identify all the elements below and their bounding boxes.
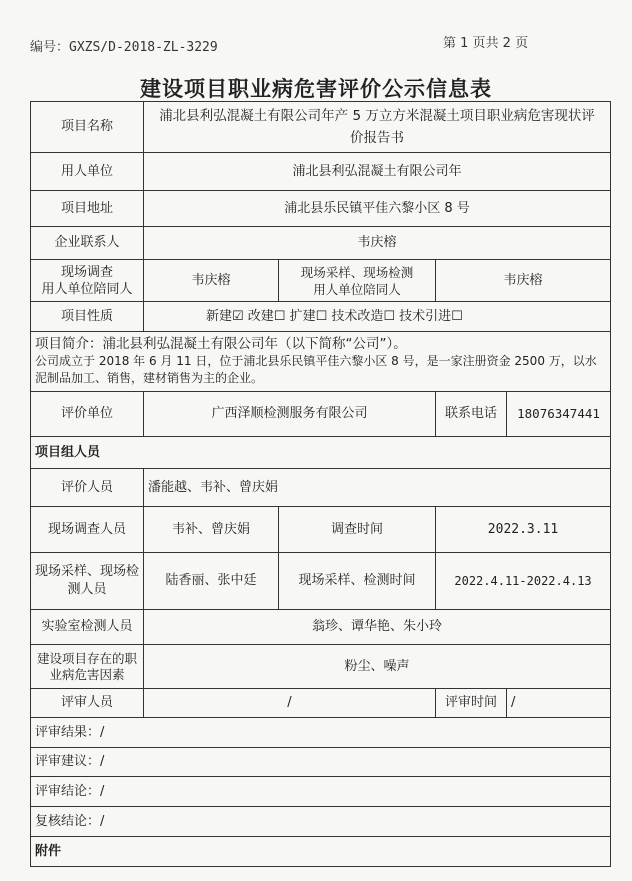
recheck-conclusion: 复核结论：/	[31, 807, 611, 837]
row-attachment	[31, 837, 611, 867]
reviewer-label: 评审人员	[31, 689, 144, 718]
row-review-conclusion	[31, 777, 611, 807]
evaluators-value: 潘能越、韦补、曾庆娟	[144, 469, 611, 507]
phone-value: 18076347441	[507, 392, 611, 437]
review-time-value: /	[507, 689, 611, 718]
eval-unit-value: 广西泽顺检测服务有限公司	[144, 392, 436, 437]
sampling-time-value: 2022.4.11-2022.4.13	[436, 553, 611, 610]
row-team	[31, 437, 611, 469]
review-conclusion: 评审结论：/	[31, 777, 611, 807]
intro-line1: 项目简介：浦北县利弘混凝土有限公司年（以下简称“公司”）。	[35, 336, 407, 352]
row-intro	[31, 332, 611, 392]
doc-number: 编号：GXZS/D-2018-ZL-3229	[30, 40, 218, 55]
page-info: 第 1 页共 2 页	[443, 36, 529, 51]
row-sampling-staff	[31, 553, 611, 610]
project-name-label: 项目名称	[31, 102, 144, 153]
evaluators-label: 评价人员	[31, 469, 144, 507]
lab-staff-value: 翁珍、谭华艳、朱小玲	[144, 610, 611, 645]
row-employer	[31, 153, 611, 191]
info-table	[30, 101, 611, 867]
employer-value: 浦北县利弘混凝土有限公司年	[144, 153, 611, 191]
contact-label: 企业联系人	[31, 227, 144, 260]
survey-time-value: 2022.3.11	[436, 507, 611, 553]
survey-staff-label: 现场调查人员	[31, 507, 144, 553]
row-survey-staff	[31, 507, 611, 553]
team-label: 项目组人员	[31, 437, 611, 469]
row-escort	[31, 260, 611, 302]
survey-escort-value: 韦庆榕	[144, 260, 279, 302]
page-title: 建设项目职业病危害评价公示信息表	[140, 77, 492, 101]
review-advice: 评审建议：/	[31, 748, 611, 777]
row-hazard	[31, 645, 611, 689]
row-recheck-conclusion	[31, 807, 611, 837]
nature-label: 项目性质	[31, 302, 144, 332]
row-evaluators	[31, 469, 611, 507]
row-contact	[31, 227, 611, 260]
sampling-time-label: 现场采样、检测时间	[279, 553, 436, 610]
row-review-result	[31, 718, 611, 748]
row-project-name	[31, 102, 611, 153]
row-lab-staff	[31, 610, 611, 645]
phone-label: 联系电话	[436, 392, 507, 437]
review-result: 评审结果：/	[31, 718, 611, 748]
intro-line2: 公司成立于 2018 年 6 月 11 日，位于浦北县乐民镇平佳六黎小区 8 号，是一家注册资金 2500 万，以水泥制品加工、销售，建材销售为主的企业。	[35, 354, 597, 385]
employer-label: 用人单位	[31, 153, 144, 191]
survey-time-label: 调查时间	[279, 507, 436, 553]
sampling-escort-value: 韦庆榕	[436, 260, 611, 302]
survey-staff-value: 韦补、曾庆娟	[144, 507, 279, 553]
sampling-escort-label: 现场采样、现场检测 用人单位陪同人	[279, 260, 436, 302]
hazard-value: 粉尘、噪声	[144, 645, 611, 689]
sampling-staff-label: 现场采样、现场检测人员	[31, 553, 144, 610]
sampling-staff-value: 陆香丽、张中廷	[144, 553, 279, 610]
row-reviewer	[31, 689, 611, 718]
eval-unit-label: 评价单位	[31, 392, 144, 437]
row-address	[31, 191, 611, 227]
survey-escort-label: 现场调查 用人单位陪同人	[31, 260, 144, 302]
project-name-value: 浦北县利弘混凝土有限公司年产 5 万立方米混凝土项目职业病危害现状评价报告书	[144, 102, 611, 153]
reviewer-value: /	[144, 689, 436, 718]
lab-staff-label: 实验室检测人员	[31, 610, 144, 645]
contact-value: 韦庆榕	[144, 227, 611, 260]
attachment-label: 附件	[31, 837, 611, 867]
row-nature	[31, 302, 611, 332]
row-review-advice	[31, 748, 611, 777]
address-label: 项目地址	[31, 191, 144, 227]
nature-value: 新建☑ 改建☐ 扩建☐ 技术改造☐ 技术引进☐	[144, 302, 611, 332]
review-time-label: 评审时间	[436, 689, 507, 718]
hazard-label: 建设项目存在的职业病危害因素	[31, 645, 144, 689]
address-value: 浦北县乐民镇平佳六黎小区 8 号	[144, 191, 611, 227]
row-eval-unit	[31, 392, 611, 437]
